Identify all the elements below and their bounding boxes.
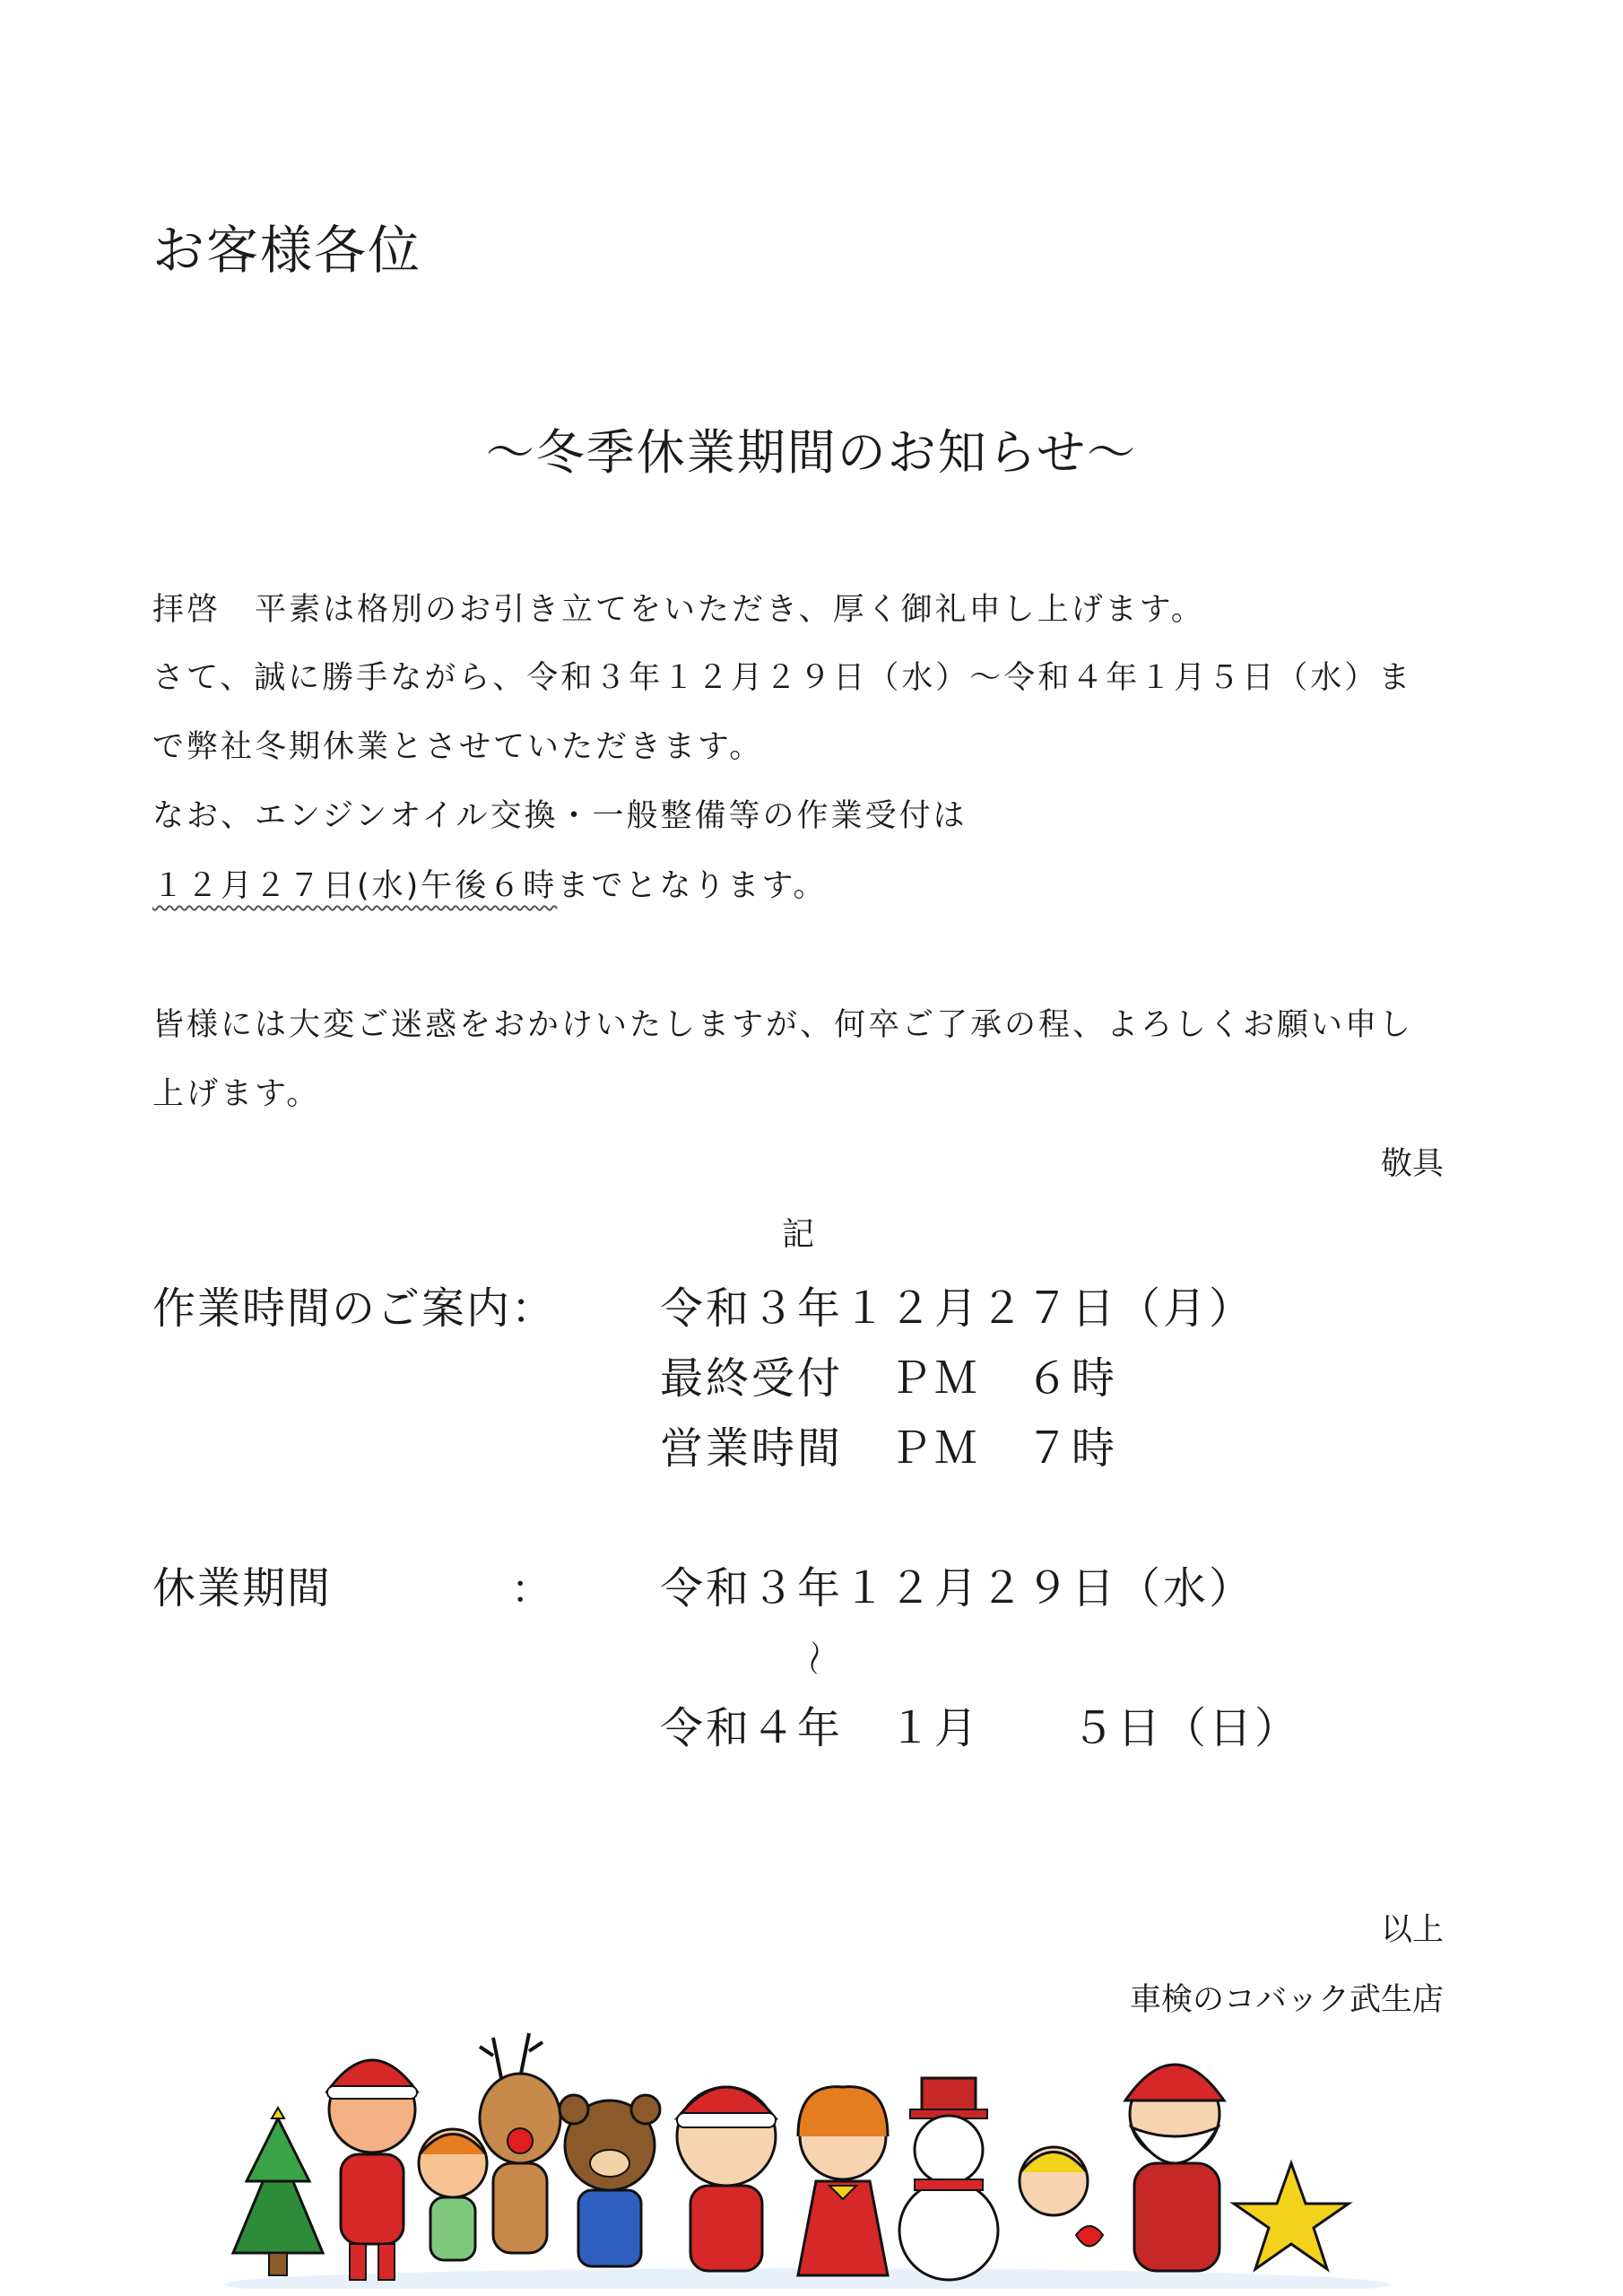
closing-ijou: 以上 — [1380, 1912, 1444, 1948]
work-hours-label: 作業時間のご案内： — [152, 1283, 557, 1334]
holiday-label: 休業期間 — [152, 1563, 333, 1613]
work-hours-date: 令和３年１２月２７日（月） — [660, 1283, 1255, 1334]
shop-name: 車検のコバック武生店 — [1129, 1982, 1444, 2018]
holiday-tilde: ～ — [792, 1639, 834, 1676]
body-line-1: 拝啓 平素は格別のお引き立てをいただき、厚く御礼申し上げます。 — [152, 592, 1205, 628]
christmas-characters-illustration — [224, 2029, 1390, 2289]
body-line-7: 上げます。 — [152, 1076, 321, 1112]
santa-claus-icon — [1125, 2065, 1224, 2271]
cherub-icon — [1020, 2147, 1103, 2247]
holiday-start: 令和３年１２月２９日（水） — [660, 1563, 1255, 1613]
holiday-colon: ： — [511, 1567, 551, 1613]
last-reception: 最終受付 ＰＭ ６時 — [660, 1353, 1118, 1404]
deadline-underlined: １２月２７日(水)午後６時 — [152, 868, 558, 904]
girl-icon — [798, 2087, 888, 2275]
christmas-tree-icon — [233, 2108, 323, 2275]
holiday-end: 令和４年 １月 ５日（日） — [660, 1703, 1301, 1753]
fairy-icon — [419, 2129, 487, 2260]
notice-title: ～冬季休業期間のお知らせ～ — [485, 424, 1138, 481]
closing-keigu: 敬具 — [1380, 1146, 1444, 1182]
body-line-5 — [152, 861, 828, 906]
star-icon — [1234, 2163, 1349, 2269]
deadline-rest: までとなります。 — [557, 868, 828, 904]
body-line-2: さて、誠に勝手ながら、令和３年１２月２９日（水）～令和４年１月５日（水）ま — [152, 660, 1413, 696]
reindeer-icon — [480, 2033, 560, 2253]
ki-heading: 記 — [781, 1216, 814, 1253]
snowman-icon — [899, 2078, 998, 2280]
addressee: お客様各位 — [152, 220, 422, 281]
business-hours: 営業時間 ＰＭ ７時 — [660, 1423, 1118, 1474]
santa-girl-icon — [327, 2060, 417, 2280]
body-line-4: なお、エンジンオイル交換・一般整備等の作業受付は — [152, 798, 968, 834]
body-line-3: で弊社冬期休業とさせていただきます。 — [152, 729, 764, 765]
body-line-6: 皆様には大変ご迷惑をおかけいたしますが、何卒ご了承の程、よろしくお願い申し — [152, 1007, 1414, 1043]
santa-boy-icon — [677, 2087, 776, 2271]
bear-icon — [560, 2095, 660, 2266]
